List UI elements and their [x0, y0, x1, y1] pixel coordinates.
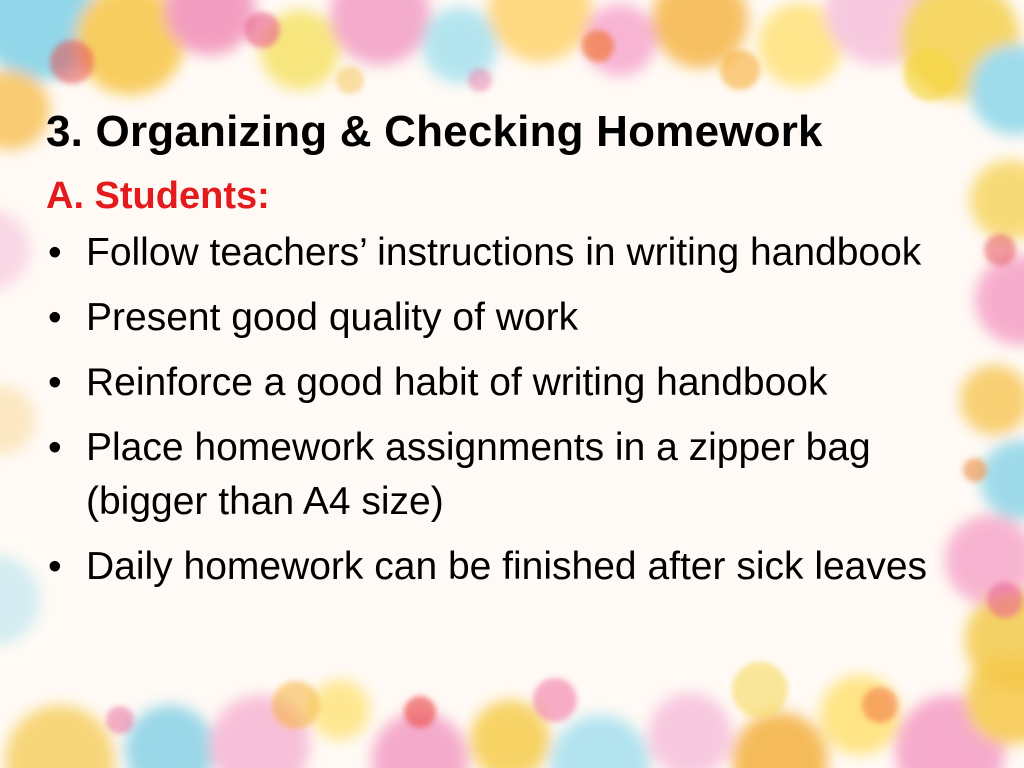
bullet-marker: •	[48, 231, 62, 274]
bullet-item	[46, 540, 966, 594]
bullet-marker: •	[48, 361, 62, 404]
bullet-marker: •	[48, 296, 62, 339]
bullet-text: Place homework assignments in a zipper bag (bigger than A4 size)	[86, 426, 871, 523]
bullet-text: Present good quality of work	[86, 296, 579, 339]
slide-content	[46, 104, 966, 605]
bullet-item	[46, 291, 966, 345]
bullet-text: Daily homework can be finished after sick leaves	[86, 545, 928, 588]
section-heading: A. Students:	[46, 175, 270, 217]
bullet-text: Follow teachers’ instructions in writing handbook	[86, 231, 922, 274]
bullet-item	[46, 226, 966, 280]
bullet-item	[46, 421, 966, 529]
bullet-marker: •	[48, 545, 62, 588]
bullet-text: Reinforce a good habit of writing handbook	[86, 361, 828, 404]
bullet-item	[46, 356, 966, 410]
bullet-marker: •	[48, 426, 62, 469]
bullet-list	[46, 226, 966, 594]
slide-title: 3. Organizing & Checking Homework	[46, 107, 823, 156]
